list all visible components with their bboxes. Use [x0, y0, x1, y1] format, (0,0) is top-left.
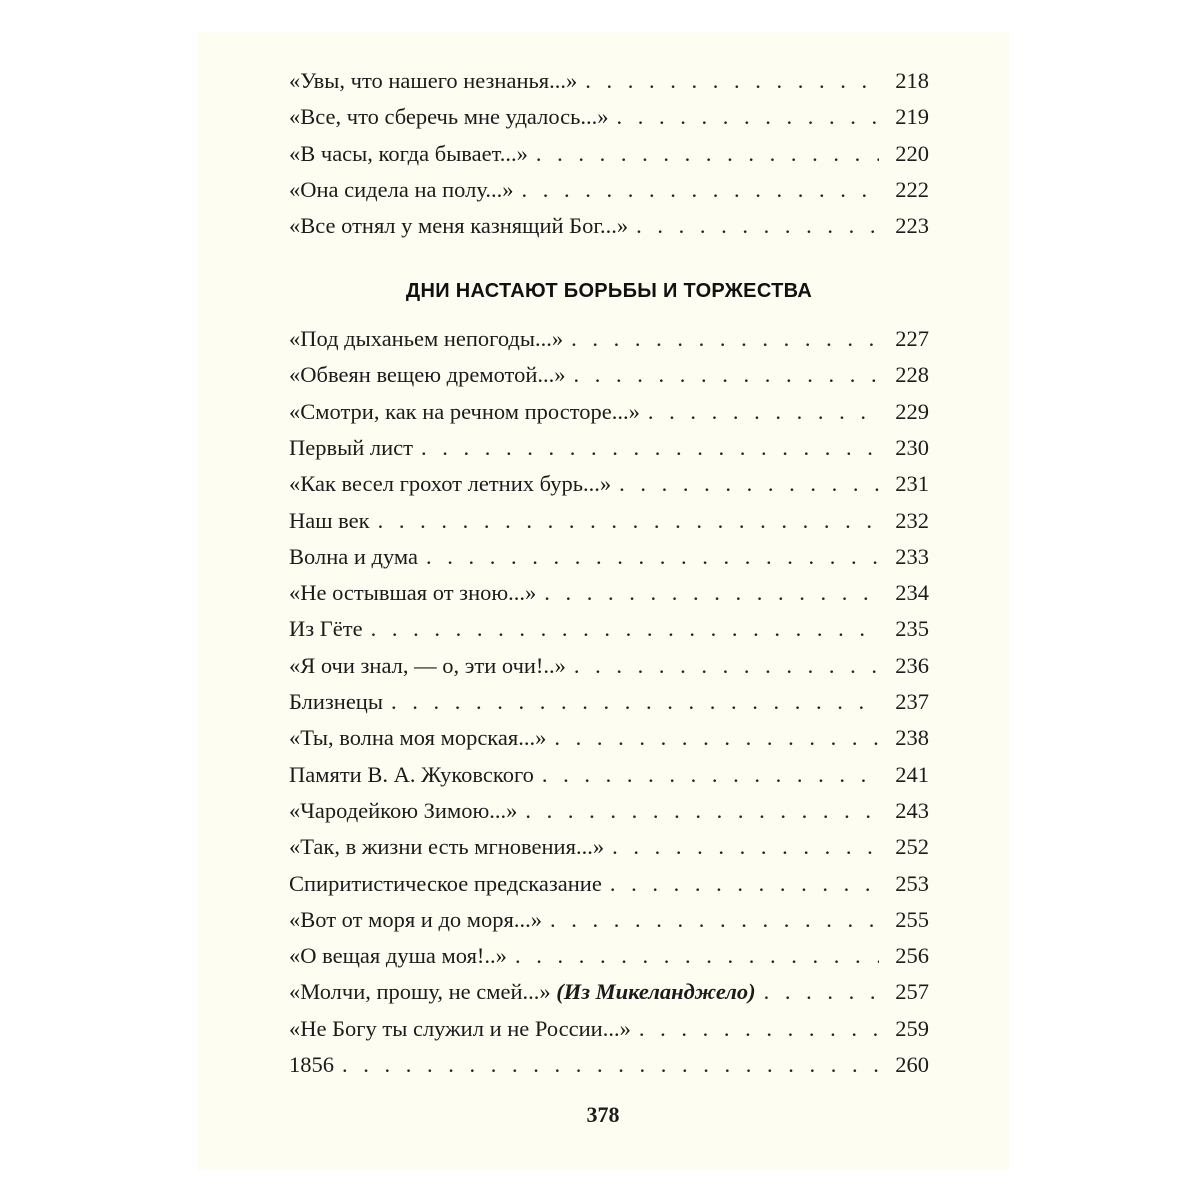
dot-leader — [611, 467, 879, 501]
dot-leader — [609, 100, 879, 134]
toc-entry-title — [289, 358, 566, 392]
dot-leader — [363, 612, 879, 646]
toc-entry-title — [289, 830, 604, 864]
toc-entry-title-text: «Не остывшая от зною...» — [289, 580, 537, 606]
dot-leader — [546, 721, 879, 755]
toc-entry — [289, 758, 929, 792]
dot-leader — [517, 794, 879, 828]
toc-entry-title — [289, 64, 577, 98]
dot-leader — [577, 64, 879, 98]
dot-leader — [640, 395, 879, 429]
toc-entry-page: 232 — [895, 507, 929, 533]
book-page — [197, 32, 1009, 1170]
toc-entry-page: 233 — [895, 543, 929, 569]
dot-leader — [370, 504, 879, 538]
toc-entry-page: 236 — [895, 652, 929, 678]
toc-entry-title — [289, 903, 542, 937]
toc-entry — [289, 431, 929, 465]
toc-entry-title — [289, 612, 363, 646]
toc-entry — [289, 322, 929, 356]
toc-entry-page: 218 — [895, 68, 929, 93]
toc-entry-page: 257 — [895, 979, 929, 1005]
toc-entry-title-text: «Она сидела на полу...» — [289, 176, 514, 202]
toc-entry — [289, 504, 929, 538]
toc-entry — [289, 64, 929, 98]
toc-entry-title-text: «Вот от моря и до моря...» — [289, 906, 542, 932]
toc-entry-title-text: «Смотри, как на речном просторе...» — [289, 398, 640, 424]
section-heading: ДНИ НАСТАЮТ БОРЬБЫ И ТОРЖЕСТВА — [405, 280, 813, 302]
toc-entry — [289, 867, 929, 901]
toc-entry-title-text: «Не Богу ты служил и не России...» — [289, 1015, 631, 1041]
toc-entry-title-text: «Молчи, прошу, не смей...» — [289, 979, 551, 1005]
toc-entry-title-text: «Чародейкою Зимою...» — [289, 797, 518, 823]
toc-entry — [289, 903, 929, 937]
toc-entry — [289, 649, 929, 683]
toc-entry-page: 231 — [895, 471, 929, 497]
toc-entry-title — [289, 794, 517, 828]
toc-entry-title — [289, 649, 566, 683]
dot-leader — [756, 975, 879, 1009]
toc-entry — [289, 395, 929, 429]
toc-entry — [289, 173, 929, 207]
dot-leader — [631, 1012, 879, 1046]
toc-entry-page: 227 — [895, 326, 929, 351]
toc-entry-title — [289, 576, 536, 610]
toc-entry-title-text: «Под дыханьем непогоды...» — [289, 326, 564, 351]
toc-entry — [289, 100, 929, 134]
toc-entry-title — [289, 322, 563, 356]
toc-entry-page: 238 — [895, 725, 929, 751]
dot-leader — [334, 1048, 879, 1082]
toc-entry-page: 219 — [895, 104, 929, 130]
toc-entry-title — [289, 173, 513, 207]
toc-entry-title-text: «Обвеян вещею дремотой...» — [289, 362, 566, 388]
toc-entry — [289, 721, 929, 755]
toc-entry-title — [289, 209, 628, 243]
toc-entry-title-text: Памяти В. А. Жуковского — [289, 761, 534, 787]
toc-entry-title — [289, 100, 609, 134]
toc-entry-title-text: 1856 — [289, 1052, 334, 1077]
toc-entry-page: 243 — [895, 797, 929, 823]
toc-entry-title — [289, 395, 640, 429]
toc-entry — [289, 137, 929, 171]
toc-entry-page: 235 — [895, 616, 929, 642]
toc-entry-page: 255 — [895, 906, 929, 932]
toc-entry-page: 234 — [895, 580, 929, 606]
toc-entry-title-text: «Как весел грохот летних бурь...» — [289, 471, 612, 497]
toc-entry-title-text: Первый лист — [289, 434, 413, 460]
dot-leader — [536, 576, 879, 610]
toc-entry — [289, 1012, 929, 1046]
toc-entry-title-text: «Все, что сберечь мне удалось...» — [289, 104, 609, 130]
toc-entry-title-text: «Так, в жизни есть мгновения...» — [289, 834, 605, 860]
toc-entry-page: 259 — [895, 1015, 929, 1041]
dot-leader — [566, 649, 879, 683]
dot-leader — [566, 358, 880, 392]
dot-leader — [602, 867, 879, 901]
toc-entry — [289, 1048, 929, 1082]
dot-leader — [563, 322, 879, 356]
toc-entry-title — [289, 504, 370, 538]
toc-entry-page: 237 — [895, 689, 929, 714]
toc-entry-title-text: «Увы, что нашего незнанья...» — [289, 68, 578, 93]
toc-entry-title — [289, 758, 534, 792]
dot-leader — [528, 137, 879, 171]
toc-entry-title — [289, 540, 418, 574]
toc-entry-title — [289, 467, 611, 501]
toc-entry — [289, 685, 929, 719]
toc-entry — [289, 540, 929, 574]
toc-entry-title-text: Спиритистическое предсказание — [289, 870, 602, 896]
dot-leader — [534, 758, 879, 792]
dot-leader — [604, 830, 879, 864]
dot-leader — [413, 431, 879, 465]
toc-entry-title-text: Волна и дума — [289, 543, 418, 569]
toc-entry-page: 241 — [895, 761, 929, 787]
toc-entry — [289, 358, 929, 392]
dot-leader — [418, 540, 879, 574]
toc-entry-title — [289, 975, 756, 1009]
toc-entry-title-text: «О вещая душа моя!..» — [289, 943, 507, 969]
toc-entry — [289, 612, 929, 646]
toc-entry — [289, 794, 929, 828]
toc-entry-page: 220 — [895, 140, 929, 166]
toc-entry-title — [289, 685, 383, 719]
toc-entry-title — [289, 867, 602, 901]
toc-entry — [289, 467, 929, 501]
toc-entry-title-text: «Ты, волна моя морская...» — [289, 725, 547, 751]
toc-entry-title-text: Из Гёте — [289, 616, 363, 642]
dot-leader — [513, 173, 879, 207]
toc-entry-page: 256 — [895, 943, 929, 969]
dot-leader — [628, 209, 879, 243]
toc-entry-page: 229 — [895, 398, 929, 424]
page-number: 378 — [586, 1102, 620, 1127]
toc-entry-title-text: «В часы, когда бывает...» — [289, 140, 528, 166]
dot-leader — [383, 685, 879, 719]
dot-leader — [507, 939, 879, 973]
toc-entry-page: 223 — [895, 213, 929, 239]
toc-entry — [289, 830, 929, 864]
toc-entry-page: 260 — [895, 1052, 929, 1077]
toc-entry-page: 252 — [895, 834, 929, 860]
toc-entry — [289, 939, 929, 973]
dot-leader — [542, 903, 879, 937]
toc-entry — [289, 209, 929, 243]
toc-entry-note: (Из Микеланджело) — [556, 979, 756, 1005]
toc-entry-title — [289, 1012, 631, 1046]
toc-entry-title — [289, 939, 507, 973]
toc-entry-title — [289, 721, 546, 755]
toc-entry-title — [289, 1048, 334, 1082]
toc-entry-page: 230 — [895, 434, 929, 460]
toc-entry-page: 253 — [895, 870, 929, 896]
toc-entry — [289, 576, 929, 610]
toc-entry-title — [289, 431, 413, 465]
toc-entry-title — [289, 137, 528, 171]
toc-entry-title-text: «Я очи знал, — о, эти очи!..» — [289, 652, 566, 678]
toc-entry — [289, 975, 929, 1009]
toc-entry-title-text: Наш век — [289, 507, 370, 533]
toc-entry-title-text: «Все отнял у меня казнящий Бог...» — [289, 213, 629, 239]
toc-entry-page: 228 — [895, 362, 929, 388]
toc-entry-title-text: Близнецы — [289, 689, 383, 714]
toc-entry-page: 222 — [895, 176, 929, 202]
